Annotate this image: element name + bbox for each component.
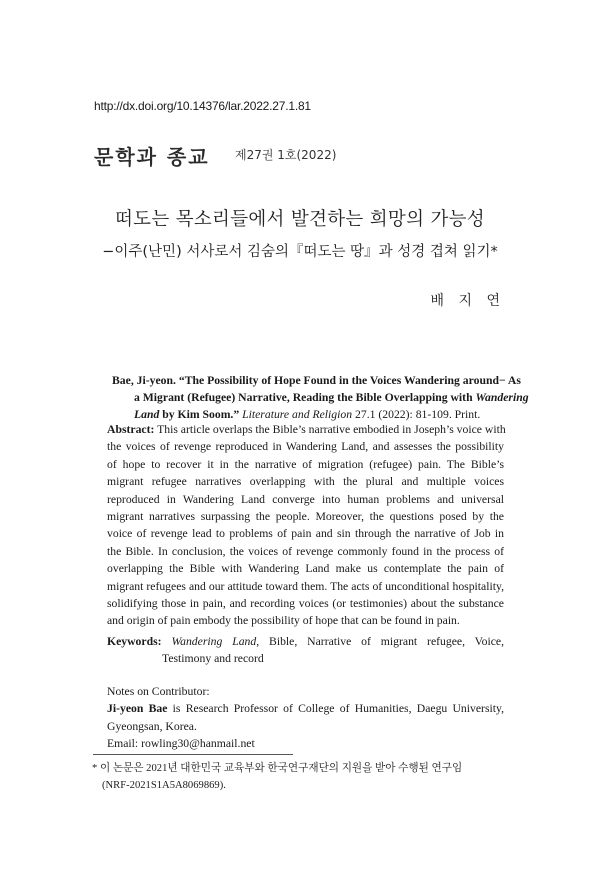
citation-book-author: by Kim Soom.” [159,408,240,421]
abstract-line: the voices of revenge reproduced in Wandering Land, and assesses the possibility [107,440,504,454]
issue-label: 제27권 1호(2022) [235,148,337,162]
abstract [107,421,504,630]
citation [112,372,529,423]
citation-journal: Literature and Religion [242,408,353,421]
citation-line-1 [112,372,521,389]
abstract-line: reproduced in Wandering Land converge into human problems and universal [107,492,504,506]
contributor-notes [107,683,504,753]
abstract-line: of hope to recover it in the narrative of migration (refugee) pain. The Bible’s [107,457,504,471]
abstract-line: Abstract: This article overlaps the Bible’s narrative embodied in Joseph’s voice with [107,423,506,436]
abstract-line: and origin of pain embody the possibility of hope that can be found in pain. [107,614,460,628]
citation-line-2 [112,389,529,406]
abstract-line: solidifying those in pain, and recording voices (or testimonies) about the substance [107,597,504,611]
footnote [92,760,504,794]
footnote-line-1: * 이 논문은 2021년 대한민국 교육부와 한국연구재단의 지원을 받아 수행된 연구임 [92,763,463,774]
keywords-label: Keywords: [107,635,162,648]
abstract-line: migrant narratives surpassing the people. Moreover, the questions posed by the [107,510,504,524]
notes-line-2: Gyeongsan, Korea. [107,719,197,733]
abstract-line: the Bible. In conclusion, the voices of revenge commonly found in the process of [107,544,504,558]
abstract-line: voice of revenge lead to problems of pain and sin through the narrative of Job in [107,527,504,541]
abstract-line: overlapping the Bible with Wandering Land make us contemplate the pain of [107,562,504,576]
keywords [107,633,504,668]
author-name: 배 지 연 [430,293,505,309]
contributor-email[interactable]: Email: rowling30@hanmail.net [107,737,255,751]
citation-book-title: Wandering [475,391,529,404]
article-title: 떠도는 목소리들에서 발견하는 희망의 가능성 [115,209,485,230]
journal-logo: 문학과 종교 [94,145,210,169]
notes-line-1: Ji-yeon Bae is Research Professor of College of Humanities, Daegu University, [107,702,504,716]
footnote-divider [93,754,293,755]
abstract-line: migrant refugees and our attitude toward them. The acts of unconditional hospitality, [107,579,504,593]
citation-title-cont: a Migrant (Refugee) Narrative, Reading the Bible Overlapping with [134,391,476,404]
contributor-name: Ji-yeon Bae [107,702,168,716]
keywords-line-1 [107,633,504,650]
article-subtitle: −이주(난민) 서사로서 김숨의『떠도는 땅』과 성경 겹쳐 읽기* [102,244,498,260]
keyword-book-title: Wandering Land [171,635,257,648]
abstract-label: Abstract: [107,423,155,436]
keywords-line-2: Testimony and record [162,652,264,666]
citation-book-title-cont: Land [134,408,160,421]
keywords-list: , Bible, Narrative of migrant refugee, Voice, [256,635,504,648]
abstract-line: migrant refugee narratives overlapping with the plural and multiple voices [107,475,504,489]
footnote-line-2: (NRF-2021S1A5A8069869). [102,780,226,791]
citation-volume: 27.1 (2022): 81-109. Print. [352,408,481,421]
citation-authors-title: Bae, Ji-yeon. “The Possibility of Hope Found in the Voices Wandering around− As [112,374,521,387]
doi-link[interactable]: http://dx.doi.org/10.14376/lar.2022.27.1.81 [94,99,311,113]
notes-heading: Notes on Contributor: [107,685,210,698]
